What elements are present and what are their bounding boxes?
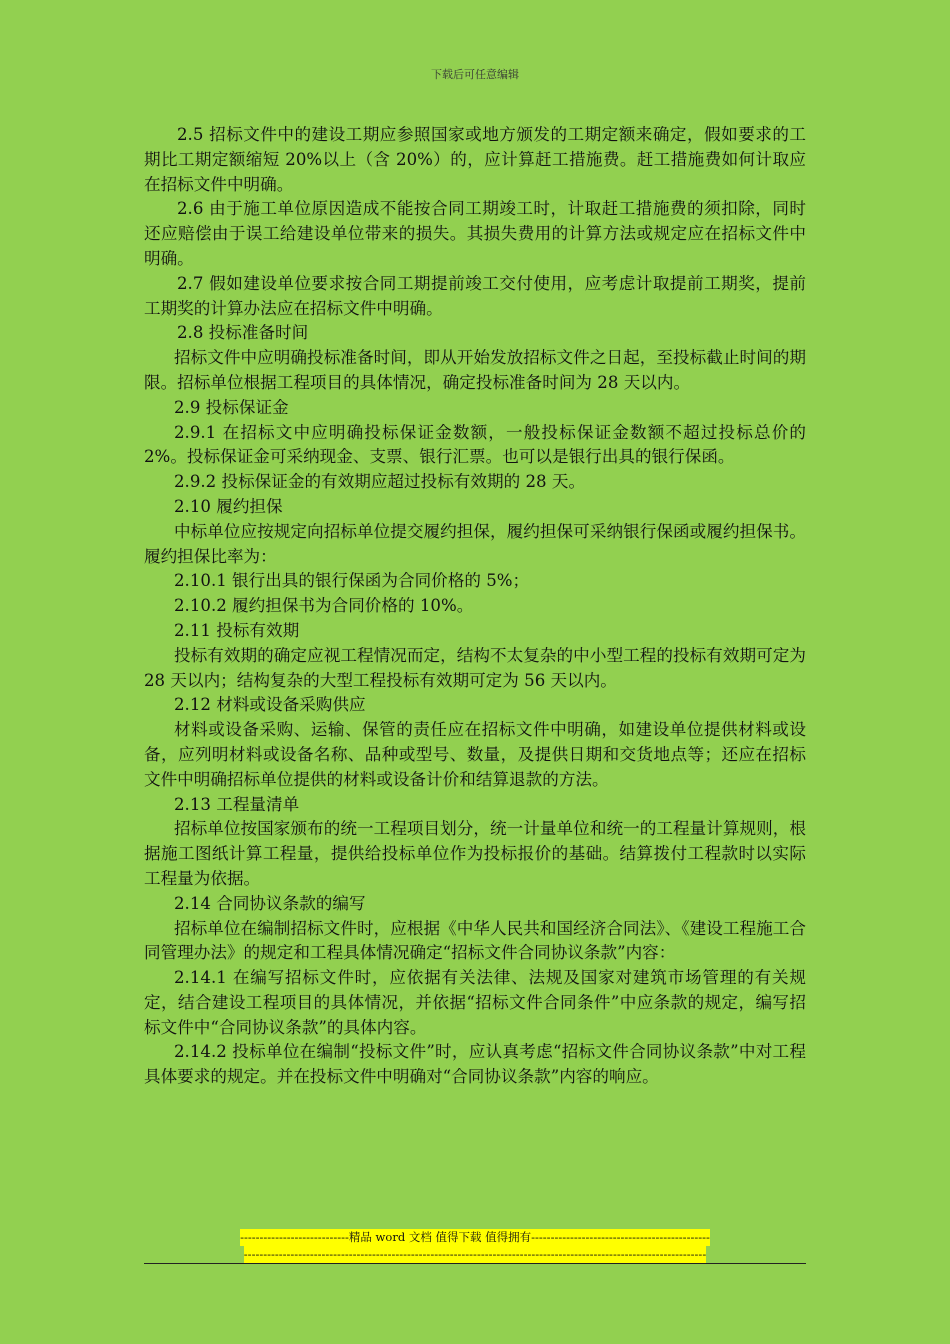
paragraph: 2.9.2 投标保证金的有效期应超过投标有效期的 28 天。 [174, 472, 586, 492]
paragraph: 2.5 招标文件中的建设工期应参照国家或地方颁发的工期定额来确定，假如要求的工期比工期定额缩短 20%以上（含 20%）的，应计算赶工措施费。赶工措施费如何计取应在招标文件中明确。 [144, 125, 806, 194]
paragraph: 2.6 由于施工单位原因造成不能按合同工期竣工时，计取赶工措施费的须扣除，同时还应赔偿由于误工给建设单位带来的损失。其损失费用的计算方法或规定应在招标文件中明确。 [144, 199, 806, 268]
paragraph: 招标单位按国家颁布的统一工程项目划分，统一计量单位和统一的工程量计算规则，根据施工图纸计算工程量，提供给投标单位作为投标报价的基础。结算拨付工程款时以实际工程量为依据。 [144, 819, 806, 888]
document-body [144, 123, 806, 1090]
footer-line-2: ----------------------------------------------------------------------------------------------------------------------- [243, 1247, 707, 1261]
paragraph: 招标文件中应明确投标准备时间，即从开始发放招标文件之日起，至投标截止时间的期限。招标单位根据工程项目的具体情况，确定投标准备时间为 28 天以内。 [144, 348, 806, 392]
paragraph: 2.9.1 在招标文中应明确投标保证金数额，一般投标保证金数额不超过投标总价的 2%。投标保证金可采纳现金、支票、银行汇票。也可以是银行出具的银行保函。 [144, 422, 806, 467]
paragraph: 2.14.2 投标单位在编制“投标文件”时，应认真考虑“招标文件合同协议条款”中对工程具体要求的规定。并在投标文件中明确对“合同协议条款”内容的响应。 [144, 1042, 806, 1087]
section-heading: 2.11 投标有效期 [174, 620, 300, 640]
paragraph: 2.10.1 银行出具的银行保函为合同价格的 5%； [174, 571, 530, 591]
footer-line-1: ----------------------------精品 word 文档 值得下载 值得拥有---------------------------------------------- [240, 1230, 710, 1244]
section-heading: 2.14 合同协议条款的编写 [174, 893, 366, 913]
paragraph: 2.14.1 在编写招标文件时，应依据有关法律、法规及国家对建筑市场管理的有关规定，结合建设工程项目的具体情况，并依据“招标文件合同条件”中应条款的规定，编写招标文件中“合同协议条款”的具体内容。 [144, 968, 806, 1037]
section-heading: 2.8 投标准备时间 [177, 323, 309, 343]
paragraph: 2.10.2 履约担保书为合同价格的 10%。 [174, 596, 474, 616]
paragraph: 投标有效期的确定应视工程情况而定，结构不太复杂的中小型工程的投标有效期可定为 28 天以内；结构复杂的大型工程投标有效期可定为 56 天以内。 [144, 645, 806, 690]
paragraph: 材料或设备采购、运输、保管的责任应在招标文件中明确，如建设单位提供材料或设备，应列明材料或设备名称、品种或型号、数量，及提供日期和交货地点等；还应在招标文件中明确招标单位提供的材料或设备计价和结算退款的方法。 [144, 720, 806, 789]
section-heading: 2.12 材料或设备采购供应 [174, 695, 366, 715]
section-heading: 2.9 投标保证金 [174, 397, 289, 417]
section-heading: 2.13 工程量清单 [174, 794, 300, 814]
paragraph: 2.7 假如建设单位要求按合同工期提前竣工交付使用，应考虑计取提前工期奖，提前工期奖的计算办法应在招标文件中明确。 [144, 273, 806, 318]
paragraph: 招标单位在编制招标文件时，应根据《中华人民共和国经济合同法》、《建设工程施工合同管理办法》的规定和工程具体情况确定“招标文件合同协议条款”内容： [144, 918, 806, 963]
header-note: 下载后可任意编辑 [431, 68, 519, 81]
footer-banner [144, 1229, 806, 1263]
paragraph: 中标单位应按规定向招标单位提交履约担保，履约担保可采纳银行保函或履约担保书。履约担保比率为： [144, 521, 806, 566]
footer-divider [144, 1263, 806, 1264]
section-heading: 2.10 履约担保 [174, 496, 283, 516]
